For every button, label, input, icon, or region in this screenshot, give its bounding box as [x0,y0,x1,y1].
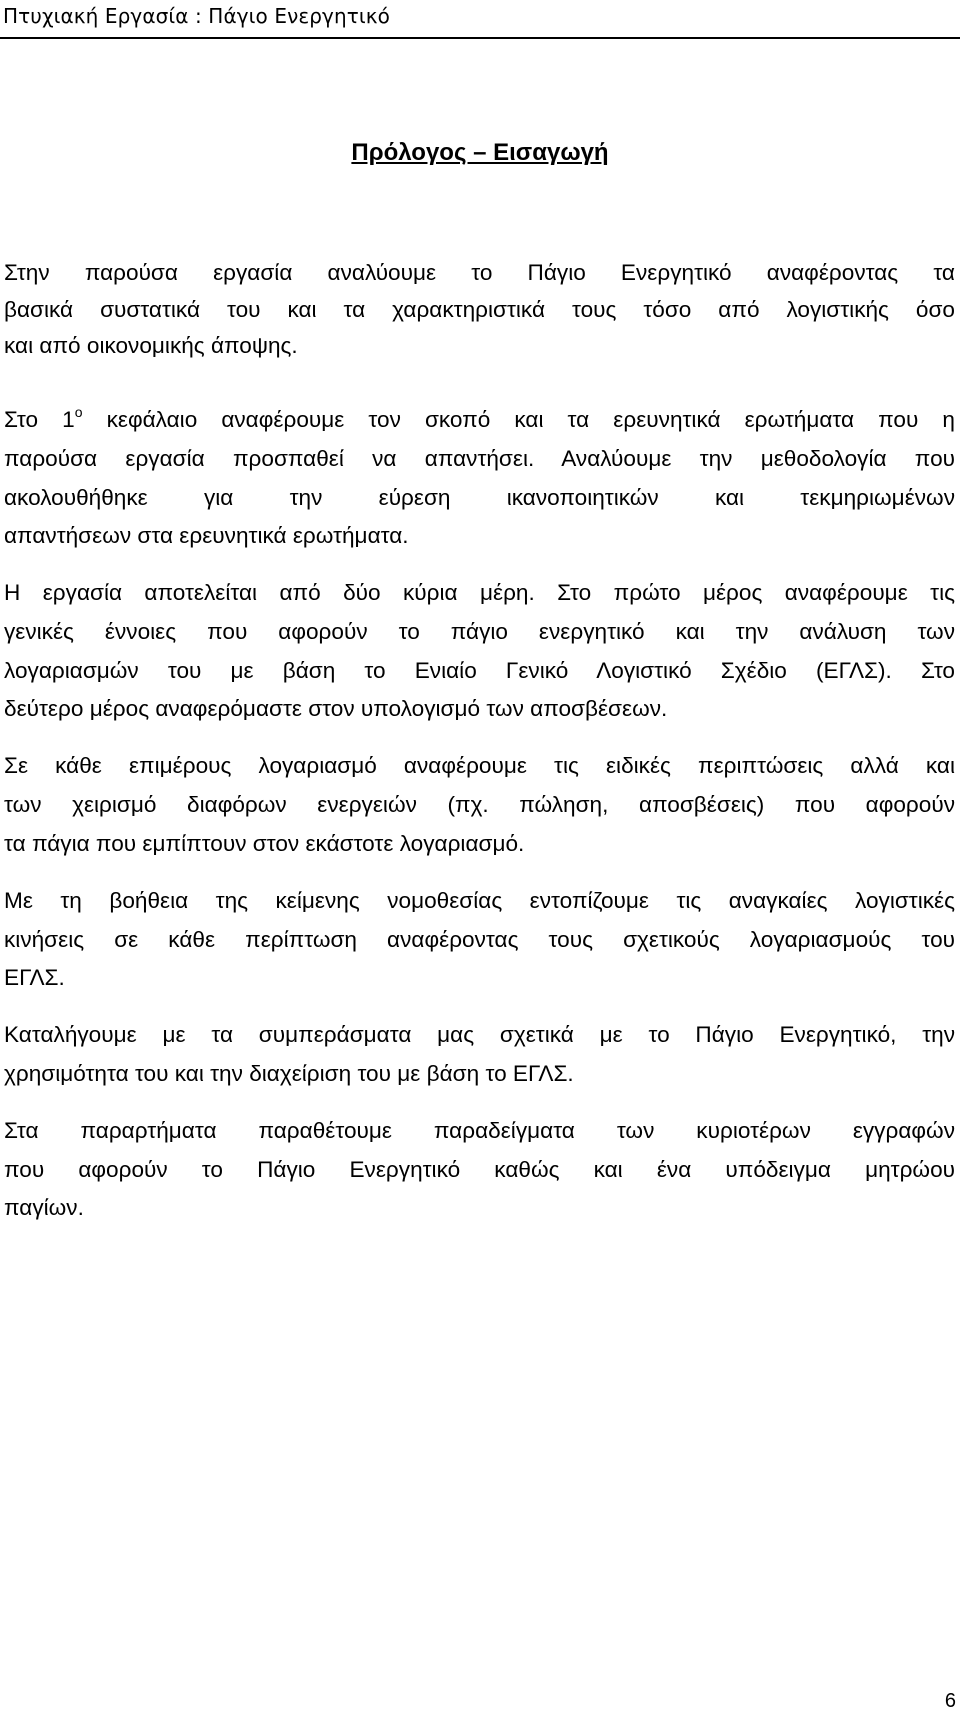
paragraph-2-line-1-rest: κεφάλαιο αναφέρουμε τον σκοπό και τα ερευνητικά ερωτήματα που η [82,407,955,432]
paragraph-7-line-2: που αφορούν το Πάγιο Ενεργητικό καθώς και ένα υπόδειγμα μητρώου [4,1157,955,1182]
running-header: Πτυχιακή Εργασία : Πάγιο Ενεργητικό [3,4,390,28]
paragraph-4-line-3: τα πάγια που εμπίπτουν στον εκάστοτε λογαριασμό. [4,831,525,856]
paragraph-2-line-3: ακολουθήθηκε για την εύρεση ικανοποιητικών και τεκμηριωμένων [4,485,955,510]
paragraph-2-line-1-start: Στο 1 [4,407,75,432]
paragraph-5-line-3: ΕΓΛΣ. [4,965,65,990]
paragraph-2-line-2: παρούσα εργασία προσπαθεί να απαντήσει. Αναλύουμε την μεθοδολογία που [4,446,955,471]
ordinal-superscript: ο [74,404,83,420]
paragraph-3-line-4: δεύτερο μέρος αναφερόμαστε στον υπολογισμό των αποσβέσεων. [4,696,668,721]
paragraph-2-line-1 [4,405,955,435]
paragraph-5-line-1: Με τη βοήθεια της κείμενης νομοθεσίας εντοπίζουμε τις αναγκαίες λογιστικές [4,888,955,913]
paragraph-7-line-1: Στα παραρτήματα παραθέτουμε παραδείγματα των κυριοτέρων εγγραφών [4,1118,955,1143]
paragraph-5-line-2: κινήσεις σε κάθε περίπτωση αναφέροντας τους σχετικούς λογαριασμούς του [4,927,955,952]
paragraph-1-line-2: βασικά συστατικά του και τα χαρακτηριστικά τους τόσο από λογιστικής όσο [4,297,955,322]
paragraph-6-line-2: χρησιμότητα του και την διαχείριση του με βάση το ΕΓΛΣ. [4,1061,574,1086]
paragraph-2-line-4: απαντήσεων στα ερευνητικά ερωτήματα. [4,523,409,548]
page-number: 6 [944,1690,956,1712]
paragraph-4-line-1: Σε κάθε επιμέρους λογαριασμό αναφέρουμε τις ειδικές περιπτώσεις αλλά και [4,753,955,778]
paragraph-3-line-3: λογαριασμών του με βάση το Ενιαίο Γενικό Λογιστικό Σχέδιο (ΕΓΛΣ). Στο [4,658,955,683]
paragraph-7-line-3: παγίων. [4,1195,84,1220]
paragraph-3-line-2: γενικές έννοιες που αφορούν το πάγιο ενεργητικό και την ανάλυση των [4,619,955,644]
paragraph-1-line-1: Στην παρούσα εργασία αναλύουμε το Πάγιο Ενεργητικό αναφέροντας τα [4,260,955,285]
paragraph-4-line-2: των χειρισμό διαφόρων ενεργειών (πχ. πώληση, αποσβέσεις) που αφορούν [4,792,955,817]
page-title: Πρόλογος – Εισαγωγή [351,139,609,166]
paragraph-6-line-1: Καταλήγουμε με τα συμπεράσματα μας σχετικά με το Πάγιο Ενεργητικό, την [4,1022,955,1047]
header-rule [0,37,960,39]
paragraph-3-line-1: Η εργασία αποτελείται από δύο κύρια μέρη. Στο πρώτο μέρος αναφέρουμε τις [4,580,955,605]
paragraph-1-line-3: και από οικονομικής άποψης. [4,333,298,358]
